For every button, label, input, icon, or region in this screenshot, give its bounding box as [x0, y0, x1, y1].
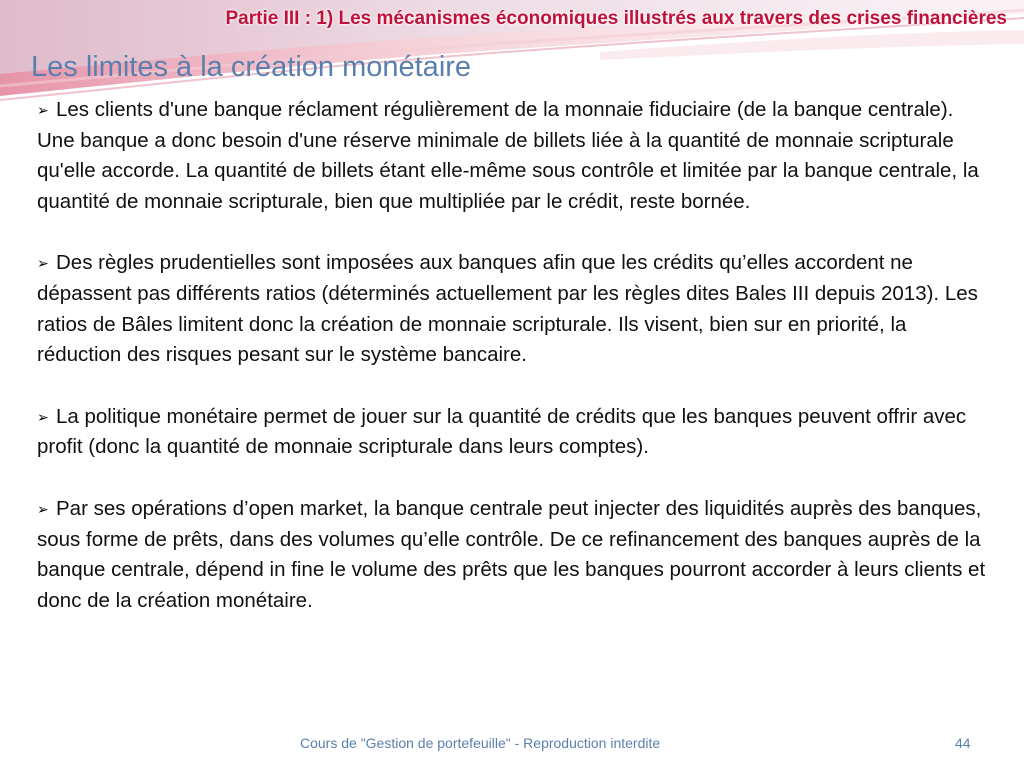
page-number: 44 — [955, 735, 971, 751]
paragraph-3 — [37, 402, 992, 463]
slide-title: Les limites à la création monétaire — [31, 51, 472, 83]
paragraph-text: La politique monétaire permet de jouer sur la quantité de crédits que les banques peuvent offrir avec profit (donc la quantité de monnaie scripturale dans leurs comptes). — [37, 404, 967, 459]
paragraph-text: Les clients d'une banque réclament régulièrement de la monnaie fiduciaire (de la banque centrale). Une banque a donc besoin d'une réserve minimale de billets liée à la quantité de monnaie scripturale qu'elle accorde. La quantité de billets étant elle-même sous contrôle et limitée par la banque centrale, la quantité de monnaie scripturale, bien que multipliée par le crédit, reste bornée. — [37, 98, 979, 213]
arrowhead-bullet-icon: ➢ — [37, 255, 49, 272]
section-header: Partie III : 1) Les mécanismes économiques illustrés aux travers des crises financières — [225, 8, 1007, 29]
arrowhead-bullet-icon: ➢ — [37, 408, 49, 425]
paragraph-2 — [37, 248, 992, 370]
arrowhead-bullet-icon: ➢ — [37, 102, 49, 118]
paragraph-text: Des règles prudentielles sont imposées aux banques afin que les crédits qu’elles accordent ne dépassent pas différents ratios (déterminés actuellement par les règles dites Bales III depuis 2013). Les ratios de Bâles limitent donc la création de monnaie scripturale. Ils visent, bien sur en priorité, la réduction des risques pesant sur le système bancaire. — [37, 251, 978, 367]
arrowhead-bullet-icon: ➢ — [37, 500, 49, 517]
paragraph-text: Par ses opérations d’open market, la banque centrale peut injecter des liquidités auprès des banques, sous forme de prêts, dans des volumes qu’elle contrôle. De ce refinancement des banques auprès de la banque centrale, dépend in fine le volume des prêts que les banques pourront accorder à leurs clients et donc de la création monétaire. — [37, 496, 986, 612]
paragraph-4 — [37, 494, 992, 616]
slide-body — [37, 95, 992, 616]
footer-text: Cours de "Gestion de portefeuille" - Reproduction interdite — [300, 735, 661, 751]
paragraph-1 — [37, 95, 992, 217]
